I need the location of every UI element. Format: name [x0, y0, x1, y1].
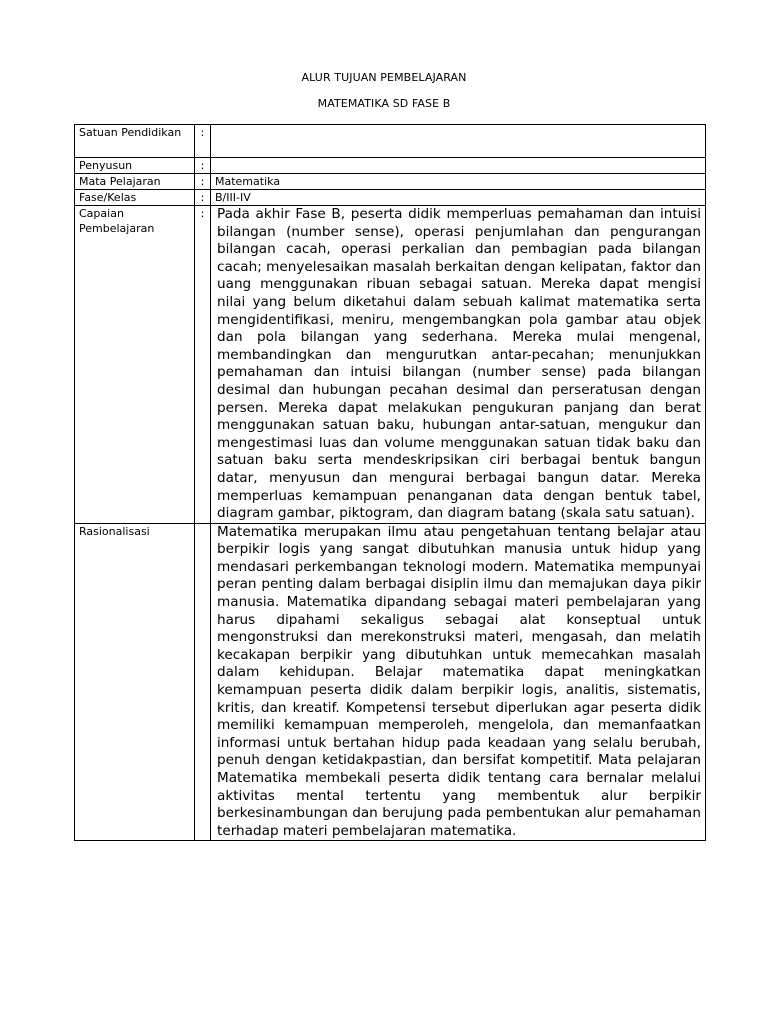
table-row-mata-pelajaran: [75, 174, 706, 190]
table-row-satuan-pendidikan: [75, 125, 706, 158]
row-colon: :: [195, 174, 211, 190]
table-row-rasionalisasi: [75, 523, 706, 841]
row-value: [211, 125, 706, 158]
row-colon: :: [195, 190, 211, 206]
row-colon: :: [195, 158, 211, 174]
row-label: Capaian Pembelajaran: [75, 206, 195, 524]
document-subtitle: MATEMATIKA SD FASE B: [317, 97, 451, 110]
row-label: Penyusun: [75, 158, 195, 174]
row-colon: :: [195, 206, 211, 524]
row-value-capaian: Pada akhir Fase B, peserta didik memperluas pemahaman dan intuisi bilangan (number sense), operasi penjumlahan dan pengurangan bilangan cacah, operasi perkalian dan pembagian pada bilangan cacah; menyelesaikan masalah berkaitan dengan kelipatan, faktor dan uang menggunakan ribuan sebagai satuan. Mereka dapat mengisi nilai yang belum diketahui dalam sebuah kalimat matematika serta mengidentifikasi, meniru, mengembangkan pola gambar atau objek dan pola bilangan yang sederhana. Mereka mulai mengenal, membandingkan dan mengurutkan antar-pecahan; menunjukkan pemahaman dan intuisi bilangan (number sense) pada bilangan desimal dan hubungan pecahan desimal dan perseratusan dengan persen. Mereka dapat melakukan pengukuran panjang dan berat menggunakan satuan baku, hubungan antar-satuan, mengukur dan mengestimasi luas dan volume menggunakan satuan tidak baku dan satuan baku serta mendeskripsikan ciri berbagai bentuk bangun datar, menyusun dan mengurai berbagai bangun datar. Mereka memperluas kemampuan penanganan data dengan bentuk tabel, diagram gambar, piktogram, dan diagram batang (skala satu satuan).: [211, 206, 706, 524]
row-colon: :: [195, 125, 211, 158]
row-label: Mata Pelajaran: [75, 174, 195, 190]
row-value: B/III-IV: [211, 190, 706, 206]
table-row-fase-kelas: [75, 190, 706, 206]
document-title: ALUR TUJUAN PEMBELAJARAN: [301, 71, 467, 84]
row-value-rasionalisasi: Matematika merupakan ilmu atau pengetahuan tentang belajar atau berpikir logis yang sangat dibutuhkan manusia untuk hidup yang mendasari perkembangan teknologi modern. Matematika mempunyai peran penting dalam berbagai disiplin ilmu dan memajukan daya pikir manusia. Matematika dipandang sebagai materi pembelajaran yang harus dipahami sekaligus sebagai alat konseptual untuk mengonstruksi dan merekonstruksi materi, mengasah, dan melatih kecakapan berpikir yang dibutuhkan untuk memecahkan masalah dalam kehidupan. Belajar matematika dapat meningkatkan kemampuan peserta didik dalam berpikir logis, analitis, sistematis, kritis, dan kreatif. Kompetensi tersebut diperlukan agar peserta didik memiliki kemampuan memperoleh, mengelola, dan memanfaatkan informasi untuk bertahan hidup pada keadaan yang selalu berubah, penuh dengan ketidakpastian, dan bersifat kompetitif. Mata pelajaran Matematika membekali peserta didik tentang cara bernalar melalui aktivitas mental tertentu yang membentuk alur berpikir berkesinambungan dan berujung pada pembentukan alur pemahaman terhadap materi pembelajaran matematika.: [211, 523, 706, 841]
row-label: Satuan Pendidikan: [75, 125, 195, 158]
row-colon: [195, 523, 211, 841]
row-label: Fase/Kelas: [75, 190, 195, 206]
table-row-capaian-pembelajaran: [75, 206, 706, 524]
info-table: [74, 124, 706, 841]
row-value: [211, 158, 706, 174]
row-value: Matematika: [211, 174, 706, 190]
table-row-penyusun: [75, 158, 706, 174]
row-label: Rasionalisasi: [75, 523, 195, 841]
